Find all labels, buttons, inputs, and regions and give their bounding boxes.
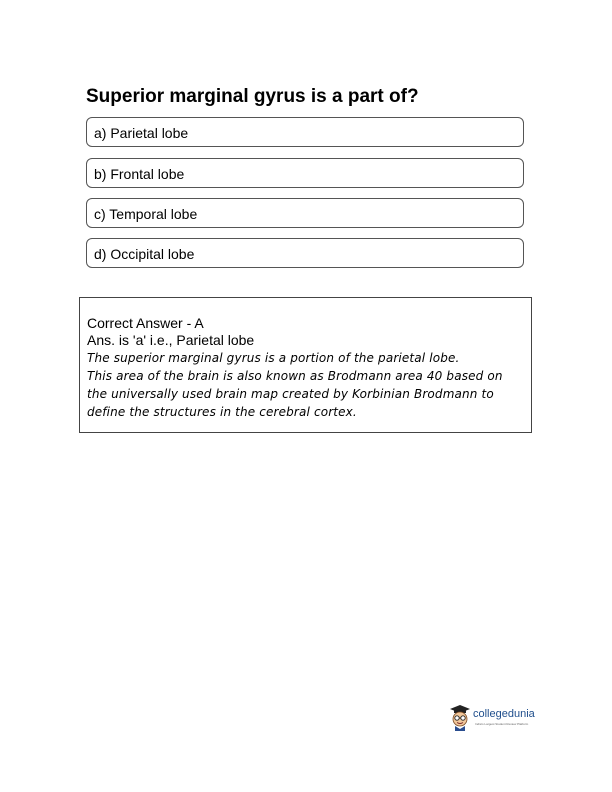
option-d[interactable] <box>86 238 524 268</box>
explanation <box>87 349 527 421</box>
explanation-line: define the structures in the cerebral cortex. <box>87 405 357 419</box>
option-c[interactable] <box>86 198 524 228</box>
mascot-icon <box>449 704 471 732</box>
explanation-line: The superior marginal gyrus is a portion of the parietal lobe. <box>87 351 460 365</box>
answer-statement: Ans. is 'a' i.e., Parietal lobe <box>87 332 255 348</box>
option-b[interactable] <box>86 158 524 188</box>
explanation-line: This area of the brain is also known as Brodmann area 40 based on <box>87 369 503 383</box>
brand-logo <box>449 704 549 736</box>
option-label: a) Parietal lobe <box>94 125 189 141</box>
option-label: d) Occipital lobe <box>94 246 195 262</box>
answer-box <box>79 297 532 433</box>
option-label: c) Temporal lobe <box>94 206 198 222</box>
option-a[interactable] <box>86 117 524 147</box>
correct-answer-text: Correct Answer - A <box>87 315 204 331</box>
brand-tagline: India's Largest Student Review Platform <box>475 722 529 726</box>
brand-name: collegedunia <box>473 708 535 720</box>
question-title: Superior marginal gyrus is a part of? <box>86 86 419 107</box>
explanation-line: the universally used brain map created by Korbinian Brodmann to <box>87 387 494 401</box>
option-label: b) Frontal lobe <box>94 166 185 182</box>
